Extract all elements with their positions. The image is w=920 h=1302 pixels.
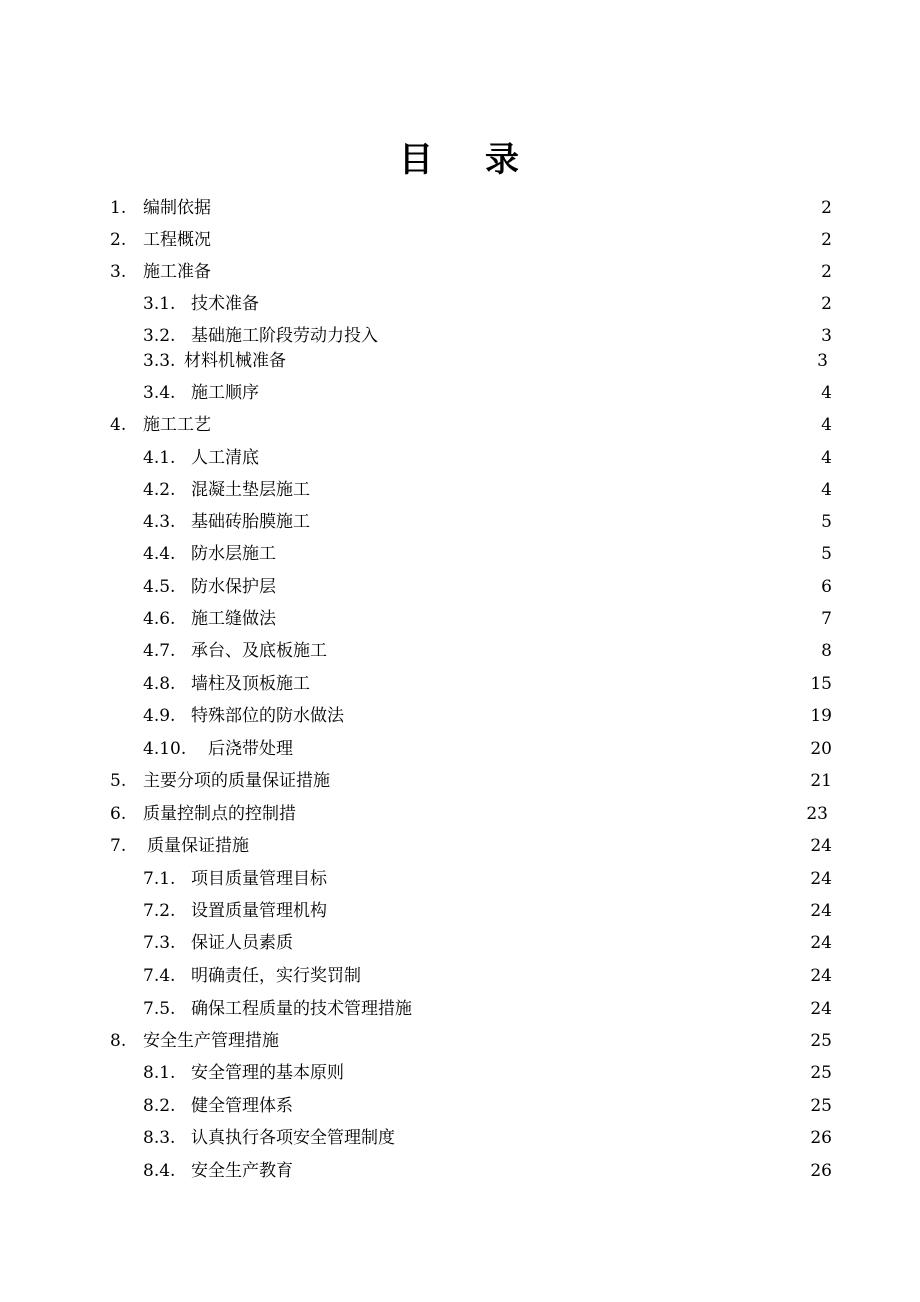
toc-entry-number: 6. [110, 804, 127, 824]
toc-entry[interactable] [0, 226, 920, 254]
toc-entry-title: 防水层施工 [191, 544, 276, 564]
toc-entry[interactable] [0, 962, 920, 990]
toc-entry-page: 4 [821, 383, 832, 403]
page-title [0, 132, 920, 181]
toc-entry-number: 4.2. [143, 480, 176, 500]
toc-entry-number: 7.4. [143, 966, 176, 986]
toc-entry-number: 3. [110, 262, 127, 282]
toc-entry-title: 主要分项的质量保证措施 [143, 771, 330, 791]
toc-entry-page: 15 [810, 674, 832, 694]
toc-entry-page: 4 [821, 415, 832, 435]
toc-entry-title: 后浇带处理 [208, 739, 293, 759]
toc-entry-number: 4.8. [143, 674, 176, 694]
toc-entry-number: 7. [110, 836, 127, 856]
toc-entry-page: 26 [810, 1128, 832, 1148]
toc-entry-page: 5 [821, 512, 832, 532]
toc-entry-number: 4.6. [143, 609, 176, 629]
toc-entry[interactable] [0, 322, 920, 350]
toc-entry[interactable] [0, 735, 920, 763]
toc-entry-page: 24 [810, 869, 832, 889]
toc-entry-title: 认真执行各项安全管理制度 [191, 1128, 395, 1148]
toc-entry-title: 施工顺序 [191, 383, 259, 403]
toc-entry-title: 编制依据 [143, 198, 211, 218]
toc-entry-number: 3.4. [143, 383, 176, 403]
toc-entry-number: 7.2. [143, 901, 176, 921]
title-char-2: 录 [485, 140, 521, 180]
toc-entry-title: 技术准备 [191, 294, 259, 314]
toc-entry-number: 1. [110, 198, 127, 218]
toc-entry-title: 安全管理的基本原则 [191, 1063, 344, 1083]
toc-entry[interactable] [0, 1059, 920, 1087]
toc-entry-title: 材料机械准备 [184, 351, 286, 371]
toc-entry-title: 基础砖胎膜施工 [191, 512, 310, 532]
toc-entry-number: 7.5. [143, 999, 176, 1019]
toc-entry-title: 安全生产管理措施 [143, 1031, 279, 1051]
toc-entry-title: 混凝土垫层施工 [191, 480, 310, 500]
toc-entry[interactable] [0, 637, 920, 665]
toc-entry-title: 明确责任，实行奖罚制 [191, 966, 361, 986]
toc-entry[interactable] [0, 670, 920, 698]
toc-entry-number: 4.7. [143, 641, 176, 661]
toc-entry-title: 保证人员素质 [191, 933, 293, 953]
toc-entry-page: 19 [810, 706, 832, 726]
toc-entry[interactable] [0, 573, 920, 601]
toc-entry-number: 4. [110, 415, 127, 435]
toc-entry-number: 5. [110, 771, 127, 791]
toc-entry-page: 3 [817, 351, 828, 371]
toc-entry-number: 8. [110, 1031, 127, 1051]
toc-entry-title: 健全管理体系 [191, 1096, 293, 1116]
toc-entry-title: 项目质量管理目标 [191, 869, 327, 889]
toc-entry-page: 7 [821, 609, 832, 629]
toc-entry-page: 6 [821, 577, 832, 597]
toc-entry-page: 3 [821, 326, 832, 346]
toc-entry[interactable] [0, 379, 920, 407]
toc-entry[interactable] [0, 258, 920, 286]
toc-entry-number: 4.1. [143, 448, 176, 468]
toc-entry-title: 防水保护层 [191, 577, 276, 597]
toc-entry-number: 4.9. [143, 706, 176, 726]
toc-entry-title: 施工工艺 [143, 415, 211, 435]
toc-entry[interactable] [0, 1092, 920, 1120]
toc-entry-title: 人工清底 [191, 448, 259, 468]
toc-entry-title: 质量保证措施 [147, 836, 249, 856]
toc-entry-page: 25 [810, 1031, 832, 1051]
toc-entry-page: 4 [821, 480, 832, 500]
toc-entry-page: 8 [821, 641, 832, 661]
toc-entry[interactable] [0, 347, 920, 375]
toc-entry-title: 特殊部位的防水做法 [191, 706, 344, 726]
toc-entry-title: 基础施工阶段劳动力投入 [191, 326, 378, 346]
toc-entry[interactable] [0, 865, 920, 893]
toc-entry-page: 2 [821, 198, 832, 218]
toc-entry-page: 5 [821, 544, 832, 564]
toc-entry[interactable] [0, 540, 920, 568]
toc-entry-page: 24 [810, 933, 832, 953]
toc-entry-number: 4.5. [143, 577, 176, 597]
toc-entry-number: 8.3. [143, 1128, 176, 1148]
toc-entry-title: 施工准备 [143, 262, 211, 282]
toc-entry-page: 25 [810, 1096, 832, 1116]
toc-entry-number: 8.2. [143, 1096, 176, 1116]
toc-entry-page: 24 [810, 836, 832, 856]
toc-entry-page: 2 [821, 230, 832, 250]
toc-entry[interactable] [0, 929, 920, 957]
toc-entry[interactable] [0, 508, 920, 536]
toc-entry-page: 24 [810, 999, 832, 1019]
toc-entry-number: 3.3. [143, 351, 176, 371]
toc-entry-number: 3.2. [143, 326, 176, 346]
toc-entry-title: 施工缝做法 [191, 609, 276, 629]
toc-entry-number: 4.3. [143, 512, 176, 532]
toc-entry[interactable] [0, 897, 920, 925]
toc-entry[interactable] [0, 767, 920, 795]
toc-entry-number: 4.10. [143, 739, 187, 759]
toc-entry-number: 8.4. [143, 1161, 176, 1181]
toc-entry-page: 2 [821, 262, 832, 282]
toc-entry-number: 7.1. [143, 869, 176, 889]
toc-entry-page: 25 [810, 1063, 832, 1083]
title-char-1: 目 [399, 140, 435, 180]
toc-entry-page: 2 [821, 294, 832, 314]
toc-entry[interactable] [0, 194, 920, 222]
toc-entry-number: 3.1. [143, 294, 176, 314]
toc-entry-number: 4.4. [143, 544, 176, 564]
toc-entry-title: 质量控制点的控制措 [143, 804, 296, 824]
toc-entry-title: 安全生产教育 [191, 1161, 293, 1181]
toc-entry-number: 7.3. [143, 933, 176, 953]
toc-entry[interactable] [0, 1124, 920, 1152]
toc-entry-page: 23 [806, 804, 828, 824]
toc-entry-title: 确保工程质量的技术管理措施 [191, 999, 412, 1019]
toc-entry-page: 24 [810, 901, 832, 921]
toc-entry-title: 承台、及底板施工 [191, 641, 327, 661]
toc-entry[interactable] [0, 995, 920, 1023]
toc-entry-title: 工程概况 [143, 230, 211, 250]
toc-entry-page: 24 [810, 966, 832, 986]
toc-entry[interactable] [0, 411, 920, 439]
toc-entry-page: 26 [810, 1161, 832, 1181]
toc-entry-title: 墙柱及顶板施工 [191, 674, 310, 694]
toc-entry-number: 8.1. [143, 1063, 176, 1083]
toc-entry[interactable] [0, 444, 920, 472]
toc-entry[interactable] [0, 1157, 920, 1185]
toc-entry-page: 20 [810, 739, 832, 759]
toc-entry[interactable] [0, 702, 920, 730]
toc-entry[interactable] [0, 290, 920, 318]
toc-entry-page: 21 [810, 771, 832, 791]
toc-entry-number: 2. [110, 230, 127, 250]
toc-entry[interactable] [0, 476, 920, 504]
toc-entry-title: 设置质量管理机构 [191, 901, 327, 921]
toc-entry[interactable] [0, 605, 920, 633]
toc-entry-page: 4 [821, 448, 832, 468]
toc-entry[interactable] [0, 832, 920, 860]
toc-entry[interactable] [0, 1027, 920, 1055]
toc-entry[interactable] [0, 800, 920, 828]
